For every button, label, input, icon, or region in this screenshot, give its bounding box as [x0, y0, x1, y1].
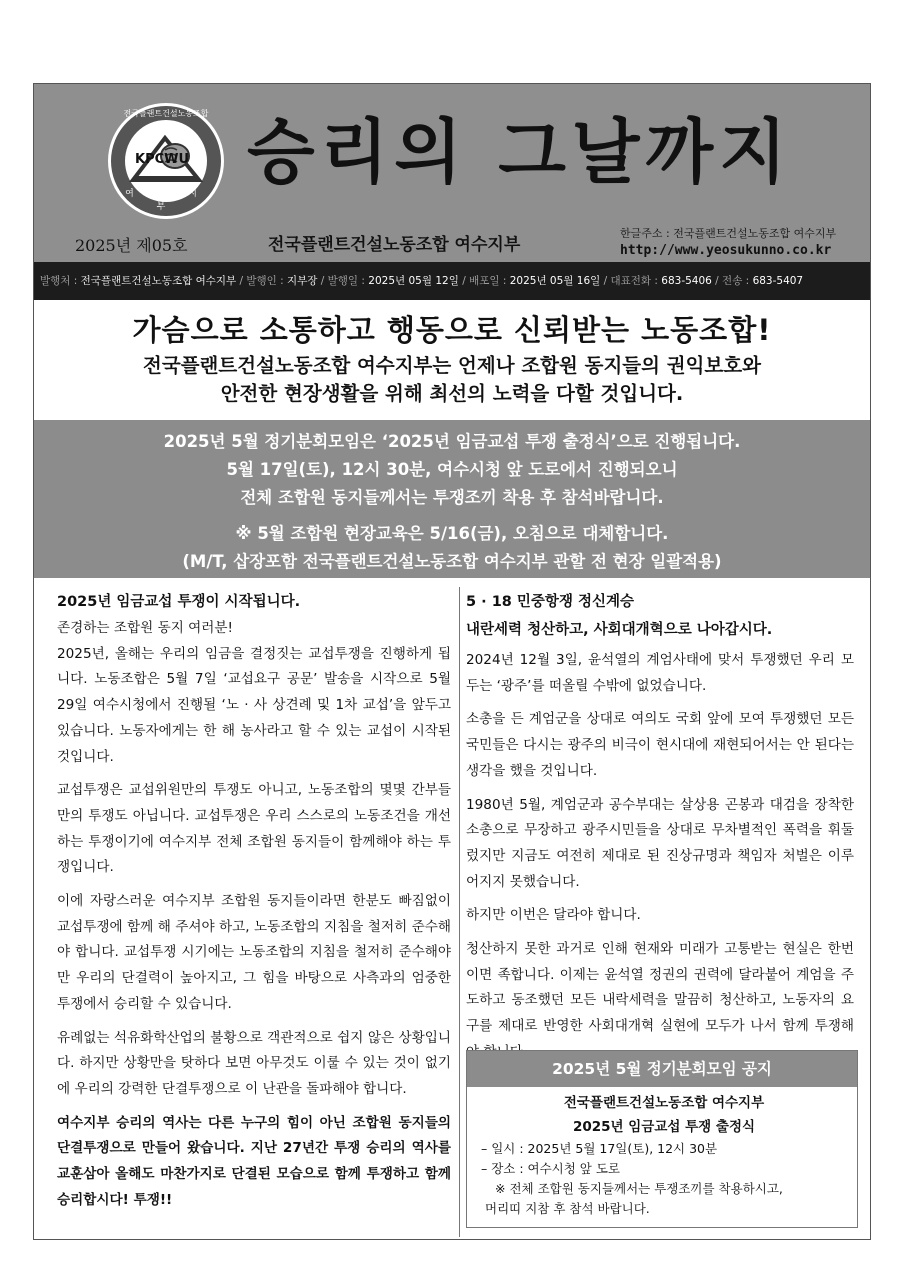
box-place: – 장소 : 여수시청 앞 도로: [481, 1161, 621, 1176]
article-paragraph: 2024년 12월 3일, 윤석열의 계엄사태에 맞서 투쟁했던 우리 모두는 ‘광주’를 떠올릴 수밖에 없었습니다.: [466, 652, 854, 694]
article-paragraph: 소총을 든 계엄군을 상대로 여의도 국회 앞에 모여 투쟁했던 모든 국민들은 다시는 광주의 비극이 현시대에 재현되어서는 안 된다는 생각을 했을 것입니다.: [466, 711, 854, 779]
article-paragraph: 존경하는 조합원 동지 여러분!: [57, 620, 233, 636]
notice-line-4: ※ 5월 조합원 현장교육은 5/16(금), 오침으로 대체합니다.: [235, 524, 669, 543]
distdate-key: / 배포일 :: [458, 275, 510, 287]
article-paragraph: 이에 자랑스러운 여수지부 조합원 동지들이라면 한분도 빠짐없이 교섭투쟁에 함께 해 주셔야 하고, 노동조합의 지침을 철저히 준수해야 합니다. 교섭투쟁 시기에는 노동조합의 지침을 철저히 준수해야만 우리의 단결력이 높아지고, 그 힘을 바탕으로 사측과의 엄중한 투쟁에서 승리할 수 있습니다.: [57, 893, 451, 1012]
logo-abbr: KPCWU: [135, 152, 190, 167]
slogan-line-2: 안전한 현장생활을 위해 최선의 노력을 다할 것입니다.: [220, 382, 684, 405]
issuer-key: / 발행인 :: [236, 275, 287, 287]
article-wage-negotiation: [57, 588, 451, 1221]
phone-value: 683-5406: [661, 275, 712, 287]
slogan-line-1: 전국플랜트건설노동조합 여수지부는 언제나 조합원 동지들의 권익보호와: [143, 354, 761, 377]
logo-bottom-text: 여 수 지 부: [125, 189, 207, 212]
article-paragraph: 청산하지 못한 과거로 인해 현재와 미래가 고통받는 현실은 한번이면 족합니다. 이제는 윤석열 정권의 권력에 달라붙어 계엄을 주도하고 동조했던 모든 내락세력을 말끔히 청산하고, 노동자의 요구를 제대로 반영한 사회대개혁 실현에 모두가 나서 함께 투쟁해: [466, 941, 854, 1035]
pubdate-key: / 발행일 :: [317, 275, 369, 287]
box-note-1: ※ 전체 조합원 동지들께서는 투쟁조끼를 착용하시고,: [495, 1181, 783, 1196]
publication-info-bar: [34, 262, 870, 300]
box-date: – 일시 : 2025년 5월 17일(토), 12시 30분: [481, 1141, 718, 1156]
article-paragraph: 1980년 5월, 계엄군과 공수부대는 살상용 곤봉과 대검을 장착한 소총으로 무장하고 광주시민들을 상대로 무차별적인 폭력을 휘둘렀지만 지금도 여전히 제대로 된 진상규명과 책임자 처벌은 이루어지지 못했습니다.: [466, 796, 854, 890]
union-logo: [108, 103, 224, 219]
notice-line-3: 전체 조합원 동지들께서는 투쟁조끼 착용 후 참석바랍니다.: [240, 488, 664, 507]
article-heading-2: 내란세력 청산하고, 사회대개혁으로 나아갑시다.: [466, 622, 773, 638]
newsletter-title: 승리의 그날까지: [247, 110, 793, 193]
article-paragraph: 교섭투쟁은 교섭위원만의 투쟁도 아니고, 노동조합의 몇몇 간부들만의 투쟁도 아닙니다. 교섭투쟁은 우리 스스로의 노동조건을 개선하는 투쟁이기에 여수지부 전체 조합원 동지들이 함께해야 하는 투쟁입니다.: [57, 782, 451, 876]
logo-ring-text: 전국플랜트건설노동조합: [123, 109, 209, 118]
article-heading: 2025년 임금교섭 투쟁이 시작됩니다.: [57, 594, 301, 610]
article-paragraph: 유례없는 석유화학산업의 불황으로 객관적으로 쉽지 않은 상황입니다. 하지만 상황만을 탓하다 보면 아무것도 이룰 수 있는 것이 없기에 우리의 강력한 단결투쟁으로 이 난관을 돌파해야 합니다.: [57, 1029, 451, 1097]
union-name: 전국플랜트건설노동조합 여수지부: [268, 235, 521, 255]
box-org: 전국플랜트건설노동조합 여수지부: [563, 1095, 765, 1111]
fax-value: 683-5407: [752, 275, 804, 287]
publisher-value: 전국플랜트건설노동조합 여수지부: [80, 275, 237, 287]
article-paragraph: 하지만 이번은 달라야 합니다.: [466, 907, 641, 924]
box-note-2: 머리띠 지참 후 참석 바랍니다.: [485, 1201, 650, 1216]
issue-year: 2025년: [75, 236, 132, 255]
article-heading-1: 5 · 18 민중항쟁 정신계승: [466, 594, 635, 610]
issue-no: 제05호: [136, 236, 188, 255]
slogan-headline: 가슴으로 소통하고 행동으로 신뢰받는 노동조합!: [132, 313, 772, 347]
website-url: http://www.yeosukunno.co.kr: [620, 243, 832, 258]
address-label: 한글주소 : 전국플랜트건설노동조합 여수지부: [620, 227, 837, 240]
address-block: [620, 225, 836, 259]
column-divider: [459, 587, 460, 1237]
fax-key: / 전송 :: [711, 275, 753, 287]
meeting-notice-banner: [34, 420, 870, 578]
article-518-movement: [466, 588, 854, 1074]
meeting-notice-box: [466, 1050, 858, 1228]
box-body: [467, 1087, 857, 1219]
issue-number: [75, 233, 188, 256]
phone-key: / 대표전화 :: [600, 275, 662, 287]
article-paragraph: 2025년, 올해는 우리의 임금을 결정짓는 교섭투쟁을 진행하게 됩니다. 노동조합은 5월 7일 ‘교섭요구 공문’ 발송을 시작으로 5월 29일 여수시청에서 진행될 ‘노 · 사 상견례 및 1차 교섭’을 앞두고 있습니다. 노동자에게는 한 해 농사라고 할 수 있는 교섭이 시작된 것입니다.: [57, 645, 451, 765]
issuer-value: 지부장: [287, 275, 318, 287]
notice-line-2: 5월 17일(토), 12시 30분, 여수시청 앞 도로에서 진행되오니: [226, 460, 678, 479]
box-event: 2025년 임금교섭 투쟁 출정식: [572, 1119, 756, 1135]
pubdate-value: 2025년 05월 12일: [368, 275, 459, 287]
box-title: 2025년 5월 정기분회모임 공지: [467, 1051, 857, 1087]
notice-line-5: (M/T, 삽장포함 전국플랜트건설노동조합 여수지부 관할 전 현장 일괄적용): [182, 552, 722, 571]
notice-line-1: 2025년 5월 정기분회모임은 ‘2025년 임금교섭 투쟁 출정식’으로 진행됩니다.: [163, 432, 741, 451]
distdate-value: 2025년 05월 16일: [509, 275, 601, 287]
article-closing: 여수지부 승리의 역사는 다른 누구의 힘이 아닌 조합원 동지들의 단결투쟁으로 만들어 왔습니다. 지난 27년간 투쟁 승리의 역사를 교훈삼아 올해도 마찬가지로 단결된 모습으로 함께 투쟁하고 함께 승리합시다! 투쟁!!: [57, 1114, 451, 1208]
slogan-block: [34, 308, 870, 408]
publisher-key: 발행처 :: [40, 275, 81, 287]
